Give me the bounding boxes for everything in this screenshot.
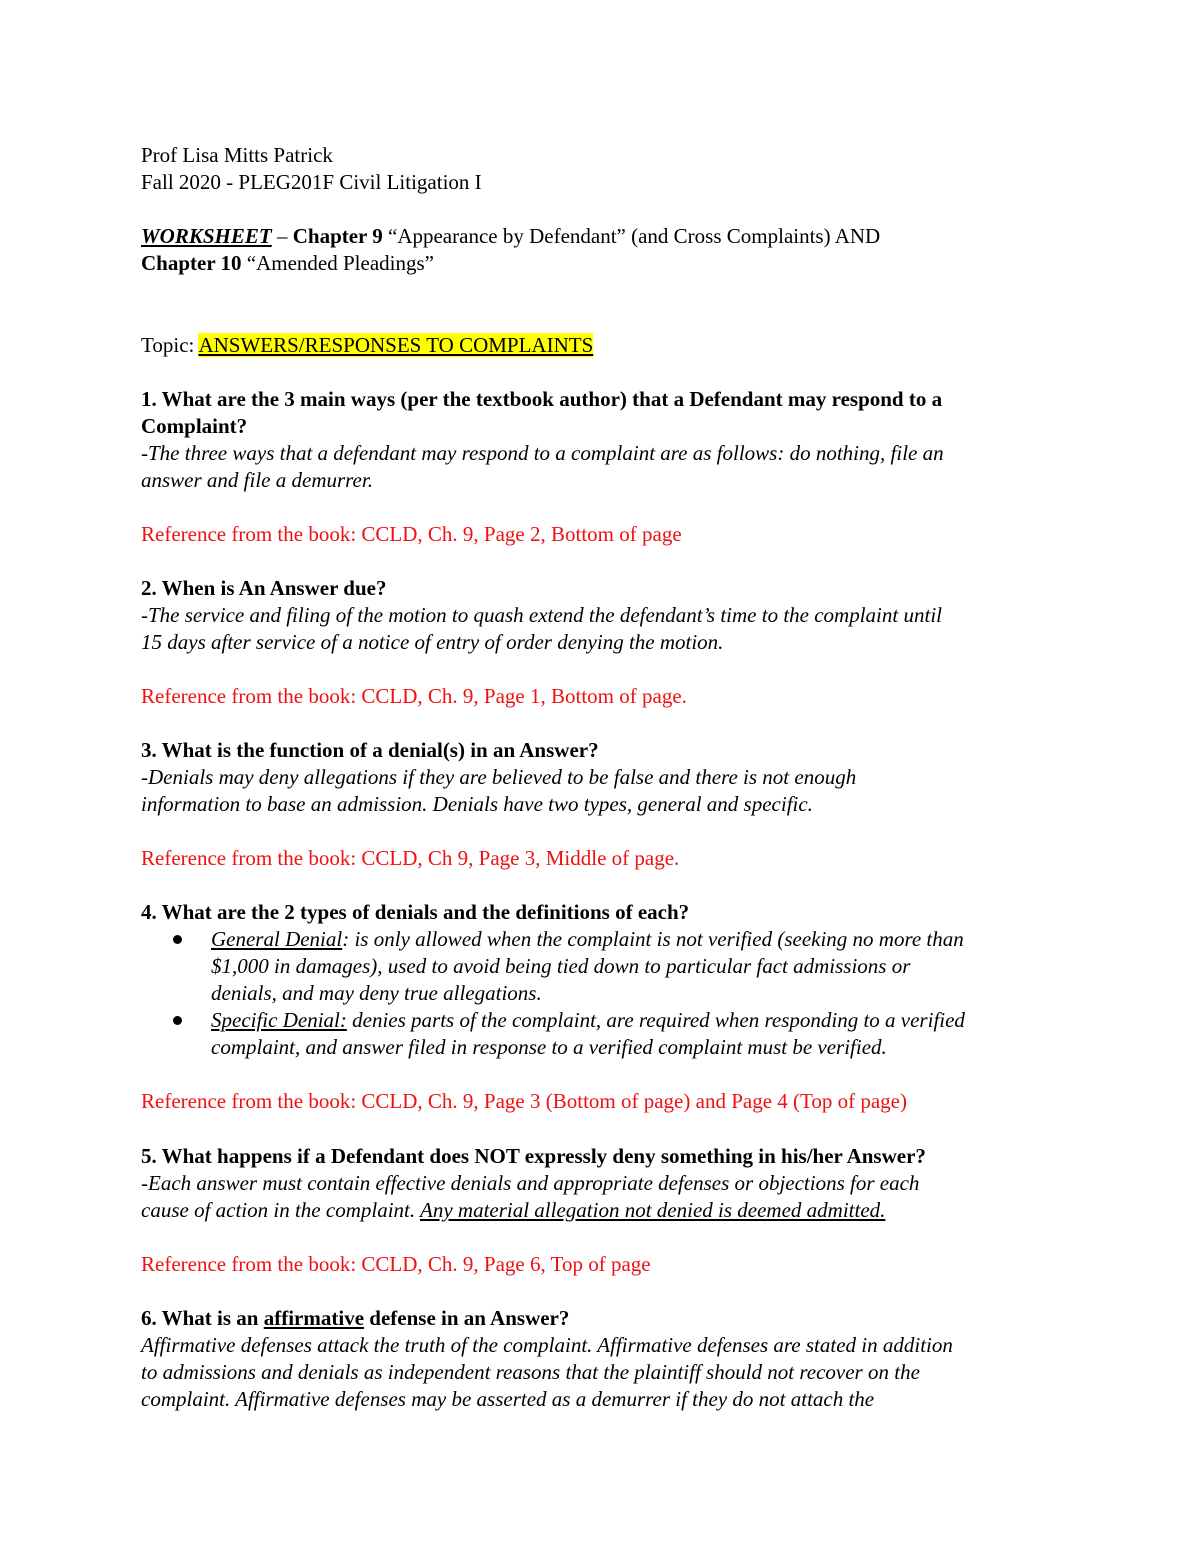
q2-answer-line2: 15 days after service of a notice of entry of order denying the motion. [141,630,724,654]
worksheet-title-line1 [141,223,880,250]
q1-question-line2: Complaint? [141,414,248,438]
bullet-icon [173,1016,182,1025]
specific-denial-term: Specific Denial: [211,1008,347,1032]
q5-answer-emphasis: Any material allegation not denied is deemed admitted. [420,1198,886,1222]
q6-question [141,1305,569,1332]
title-separator: – [271,224,293,248]
professor-name: Prof Lisa Mitts Patrick [141,143,333,167]
general-denial-text: : is only allowed when the complaint is not verified (seeking no more than [342,927,964,951]
specific-denial-text: denies parts of the complaint, are required when responding to a verified [346,1008,965,1032]
worksheet-title-line2 [141,250,434,277]
q6-question-affirmative: affirmative [263,1306,365,1330]
q6-question-a: 6. What is an [141,1306,264,1330]
general-denial-term: General Denial [211,927,343,951]
q3-answer-line1: -Denials may deny allegations if they are believed to be false and there is not enough [141,765,857,789]
q6-answer-line1: Affirmative defenses attack the truth of the complaint. Affirmative defenses are stated in addition [141,1333,953,1357]
q3-reference: Reference from the book: CCLD, Ch 9, Page 3, Middle of page. [141,846,680,870]
q5-answer-text: cause of action in the complaint. [141,1198,420,1222]
q6-question-c: defense in an Answer? [364,1306,570,1330]
q4-bullet1-line1 [211,926,964,953]
q5-question: 5. What happens if a Defendant does NOT expressly deny something in his/her Answer? [141,1144,926,1168]
chapter9-title: “Appearance by Defendant” (and Cross Complaints) AND [382,224,881,248]
q2-answer-line1: -The service and filing of the motion to quash extend the defendant’s time to the complaint until [141,603,942,627]
chapter10-title: “Amended Pleadings” [241,251,434,275]
q4-reference: Reference from the book: CCLD, Ch. 9, Page 3 (Bottom of page) and Page 4 (Top of page) [141,1089,907,1113]
q3-question: 3. What is the function of a denial(s) in an Answer? [141,738,599,762]
topic-label: Topic: [141,333,199,357]
q2-reference: Reference from the book: CCLD, Ch. 9, Page 1, Bottom of page. [141,684,687,708]
q1-reference: Reference from the book: CCLD, Ch. 9, Page 2, Bottom of page [141,522,682,546]
bullet-icon [173,935,182,944]
q1-answer-line1: -The three ways that a defendant may respond to a complaint are as follows: do nothing, file an [141,441,944,465]
chapter10-label: Chapter 10 [141,251,242,275]
q4-bullet2-line1 [211,1007,965,1034]
q4-bullet2-line2: complaint, and answer filed in response to a verified complaint must be verified. [211,1035,887,1059]
topic-line [141,332,593,359]
course-title: Fall 2020 - PLEG201F Civil Litigation I [141,170,482,194]
q4-question: 4. What are the 2 types of denials and the definitions of each? [141,900,690,924]
q6-answer-line3: complaint. Affirmative defenses may be asserted as a demurrer if they do not attach the [141,1387,875,1411]
q4-bullet1-line3: denials, and may deny true allegations. [211,981,542,1005]
topic-value: ANSWERS/RESPONSES TO COMPLAINTS [198,333,594,357]
q5-answer-line1: -Each answer must contain effective denials and appropriate defenses or objections for each [141,1171,920,1195]
worksheet-label: WORKSHEET [141,224,272,248]
q3-answer-line2: information to base an admission. Denials have two types, general and specific. [141,792,813,816]
q6-answer-line2: to admissions and denials as independent reasons that the plaintiff should not recover on the [141,1360,920,1384]
q1-question-line1: 1. What are the 3 main ways (per the textbook author) that a Defendant may respond to a [141,387,943,411]
q1-answer-line2: answer and file a demurrer. [141,468,373,492]
q4-bullet1-line2: $1,000 in damages), used to avoid being tied down to particular fact admissions or [211,954,911,978]
q5-answer-line2 [141,1197,885,1224]
chapter9-label: Chapter 9 [292,224,383,248]
q5-reference: Reference from the book: CCLD, Ch. 9, Page 6, Top of page [141,1252,651,1276]
q2-question: 2. When is An Answer due? [141,576,387,600]
